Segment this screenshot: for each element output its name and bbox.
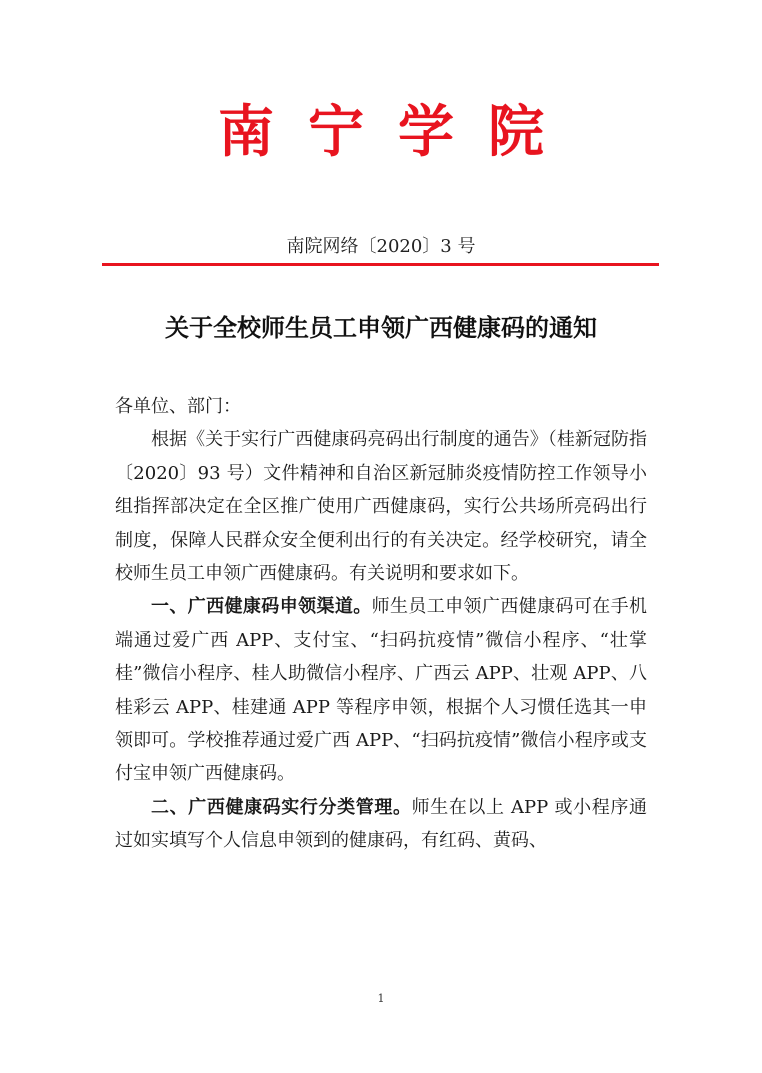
red-divider: [102, 263, 659, 266]
paragraph-text: 师生在以上 APP 或小程序通过如实填写个人信息申领到的健康码，有红码、黄码、: [115, 796, 648, 852]
body-paragraph: [115, 423, 647, 590]
org-header: 南宁学院: [218, 99, 578, 165]
salutation: 各单位、部门：: [115, 396, 241, 417]
paragraph-text: 师生员工申领广西健康码可在手机端通过爱广西 APP、支付宝、“扫码抗疫情”微信小程序、“壮掌桂”微信小程序、桂人助微信小程序、广西云 APP、壮观 APP、八桂彩云 APP、桂建通 APP 等程序申领，根据个人习惯任选其一申领即可。学校推荐通过爱广西 APP、“扫码抗疫情”微信小程序或支付宝申领广西健康码。: [115, 596, 648, 785]
body-paragraph: [115, 590, 647, 790]
paragraph-heading: 一、广西健康码申领渠道。: [151, 596, 372, 618]
paragraph-heading: 二、广西健康码实行分类管理。: [151, 796, 412, 818]
paragraph-text: 根据《关于实行广西健康码亮码出行制度的通告》（桂新冠防指〔2020〕93 号）文件精神和自治区新冠肺炎疫情防控工作领导小组指挥部决定在全区推广使用广西健康码，实行公共场所亮码出行制度，保障人民群众安全便利出行的有关决定。经学校研究，请全校师生员工申领广西健康码。有关说明和要求如下。: [115, 429, 647, 585]
document-body: [115, 390, 647, 858]
document-title: 关于全校师生员工申领广西健康码的通知: [165, 313, 597, 342]
page-number: 1: [377, 992, 385, 1005]
body-paragraph: [115, 791, 647, 858]
document-number: 南院网络〔2020〕3 号: [286, 236, 476, 257]
